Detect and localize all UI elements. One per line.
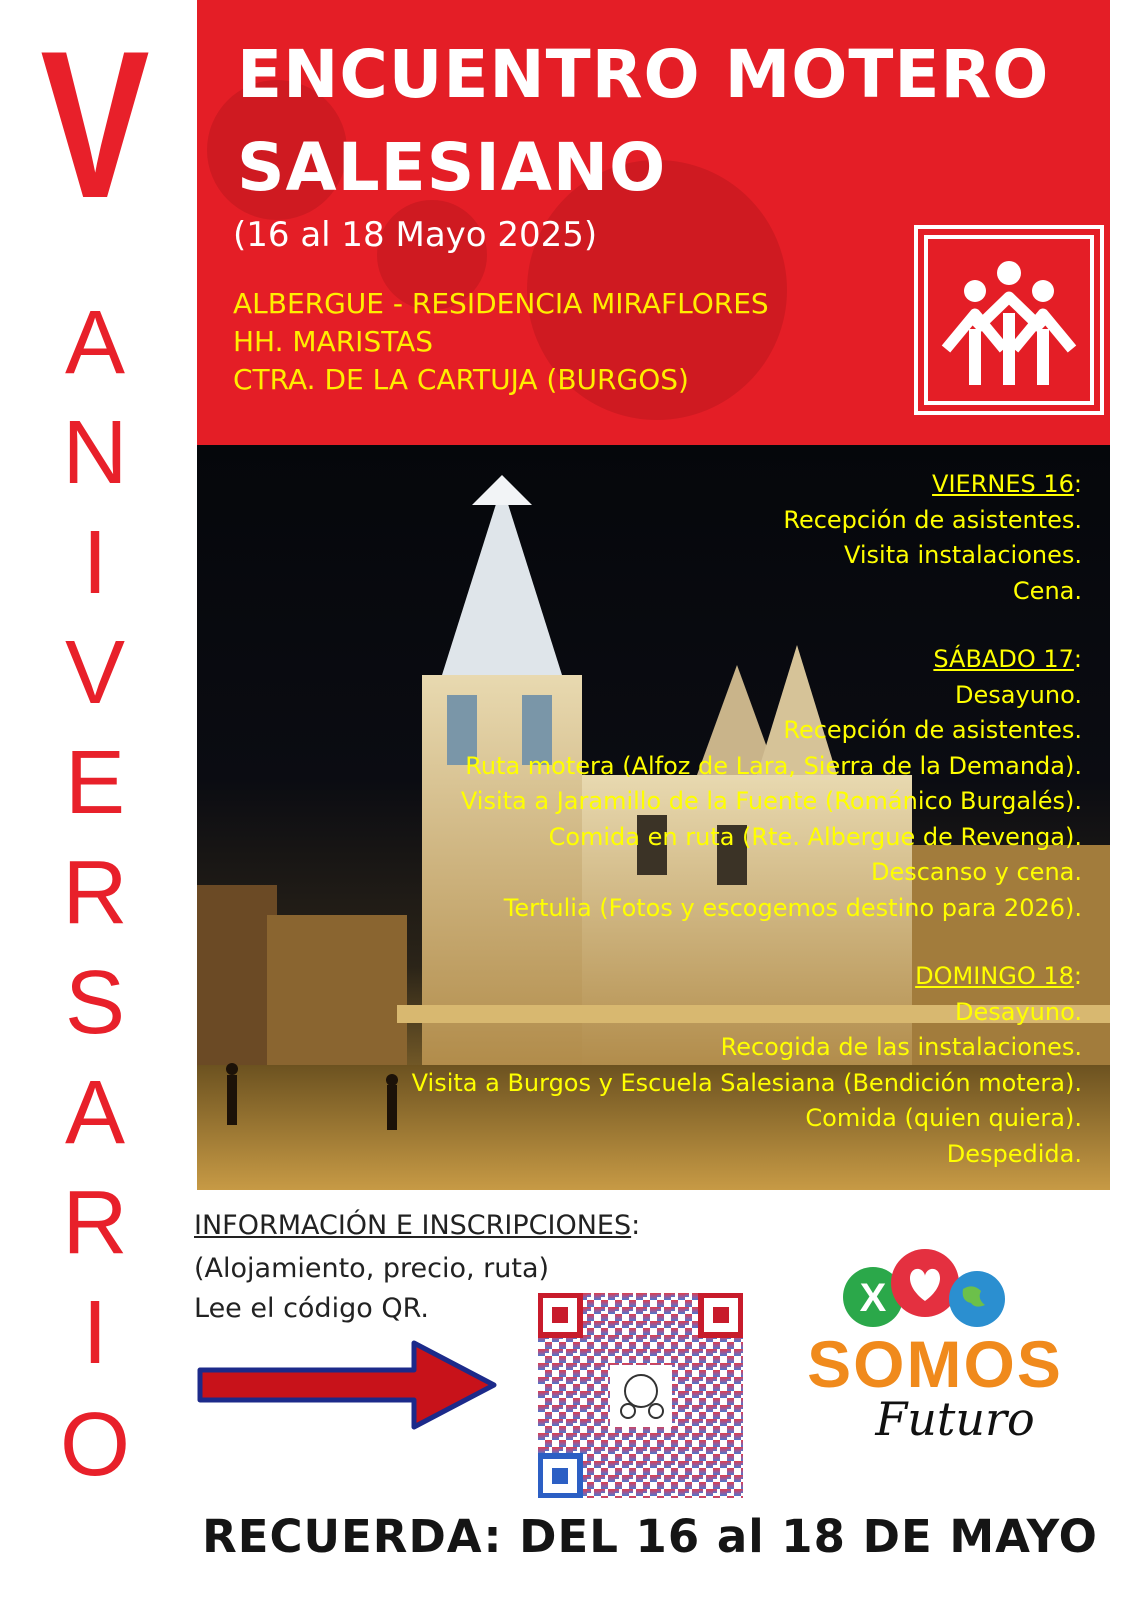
banner-letter: V — [64, 623, 126, 723]
salesian-logo — [914, 225, 1104, 415]
banner-letter: E — [64, 733, 126, 833]
event-title-line2: SALESIANO — [237, 129, 667, 206]
sunday-item: Visita a Burgos y Escuela Salesiana (Bendición motera). — [411, 1068, 1082, 1097]
somos-futuro-logo — [805, 1245, 1075, 1465]
banner-letter: N — [62, 403, 128, 503]
address-line1: ALBERGUE - RESIDENCIA MIRAFLORES — [233, 287, 769, 320]
event-header — [197, 0, 1110, 445]
futuro-script: Futuro — [875, 1392, 1035, 1446]
saturday-item: Visita a Jaramillo de la Fuente (Románico Burgalés). — [460, 787, 1082, 815]
address-line3: CTRA. DE LA CARTUJA (BURGOS) — [233, 363, 689, 396]
banner-letter: R — [62, 1173, 128, 1273]
aniversario-vertical-banner — [0, 0, 190, 1600]
banner-letter: A — [64, 293, 126, 393]
saturday-item: Desayuno. — [955, 680, 1082, 709]
saturday-item: Comida en ruta (Rte. Albergue de Revenga). — [548, 822, 1082, 851]
banner-letter: S — [64, 953, 126, 1053]
saturday-item: Tertulia (Fotos y escogemos destino para 2026). — [503, 893, 1082, 922]
info-qr-instruction: Lee el código QR. — [194, 1293, 429, 1324]
friday-item: Recepción de asistentes. — [783, 505, 1082, 534]
saturday-heading: SÁBADO 17 — [933, 645, 1074, 673]
friday-item: Visita instalaciones. — [843, 541, 1082, 569]
sunday-item: Desayuno. — [955, 997, 1082, 1026]
banner-letter: R — [62, 843, 128, 943]
info-heading: INFORMACIÓN E INSCRIPCIONES: — [194, 1210, 641, 1241]
saturday-item: Recepción de asistentes. — [783, 716, 1082, 744]
event-dates: (16 al 18 Mayo 2025) — [233, 215, 598, 255]
registration-qr-code[interactable] — [538, 1293, 743, 1498]
saturday-item: Ruta motera (Alfoz de Lara, Sierra de la Demanda). — [465, 751, 1082, 780]
info-details: (Alojamiento, precio, ruta) — [194, 1253, 550, 1284]
event-schedule — [412, 467, 1082, 1172]
schedule-day-heading: VIERNES 16: — [932, 470, 1082, 498]
sunday-item: Recogida de las instalaciones. — [720, 1033, 1082, 1061]
sunday-heading: DOMINGO 18 — [915, 962, 1074, 990]
schedule-day-heading: DOMINGO 18: — [915, 962, 1082, 990]
burgos-cathedral-photo — [197, 445, 1110, 1190]
banner-letter: O — [59, 1395, 130, 1495]
arrow-right-icon — [194, 1335, 504, 1435]
banner-letter: I — [82, 513, 108, 613]
friday-item: Cena. — [1012, 576, 1082, 605]
somos-word: SOMOS — [807, 1327, 1063, 1401]
salesian-figures-icon — [918, 229, 1100, 411]
sunday-item: Comida (quien quiera). — [805, 1104, 1082, 1132]
saturday-item: Descanso y cena. — [870, 858, 1082, 886]
sunday-item: Despedida. — [946, 1139, 1082, 1168]
schedule-day-heading: SÁBADO 17: — [933, 645, 1082, 673]
banner-letter: I — [82, 1283, 108, 1383]
banner-letter-v: V — [40, 7, 150, 242]
event-title-line1: ENCUENTRO MOTERO — [237, 36, 1050, 113]
address-line2: HH. MARISTAS — [233, 325, 434, 358]
banner-letter: A — [64, 1063, 126, 1163]
info-title: INFORMACIÓN E INSCRIPCIONES — [194, 1210, 632, 1241]
svg-text:X: X — [859, 1276, 887, 1320]
reminder-footer: RECUERDA: DEL 16 al 18 DE MAYO — [202, 1510, 1098, 1563]
friday-heading: VIERNES 16 — [932, 470, 1074, 498]
